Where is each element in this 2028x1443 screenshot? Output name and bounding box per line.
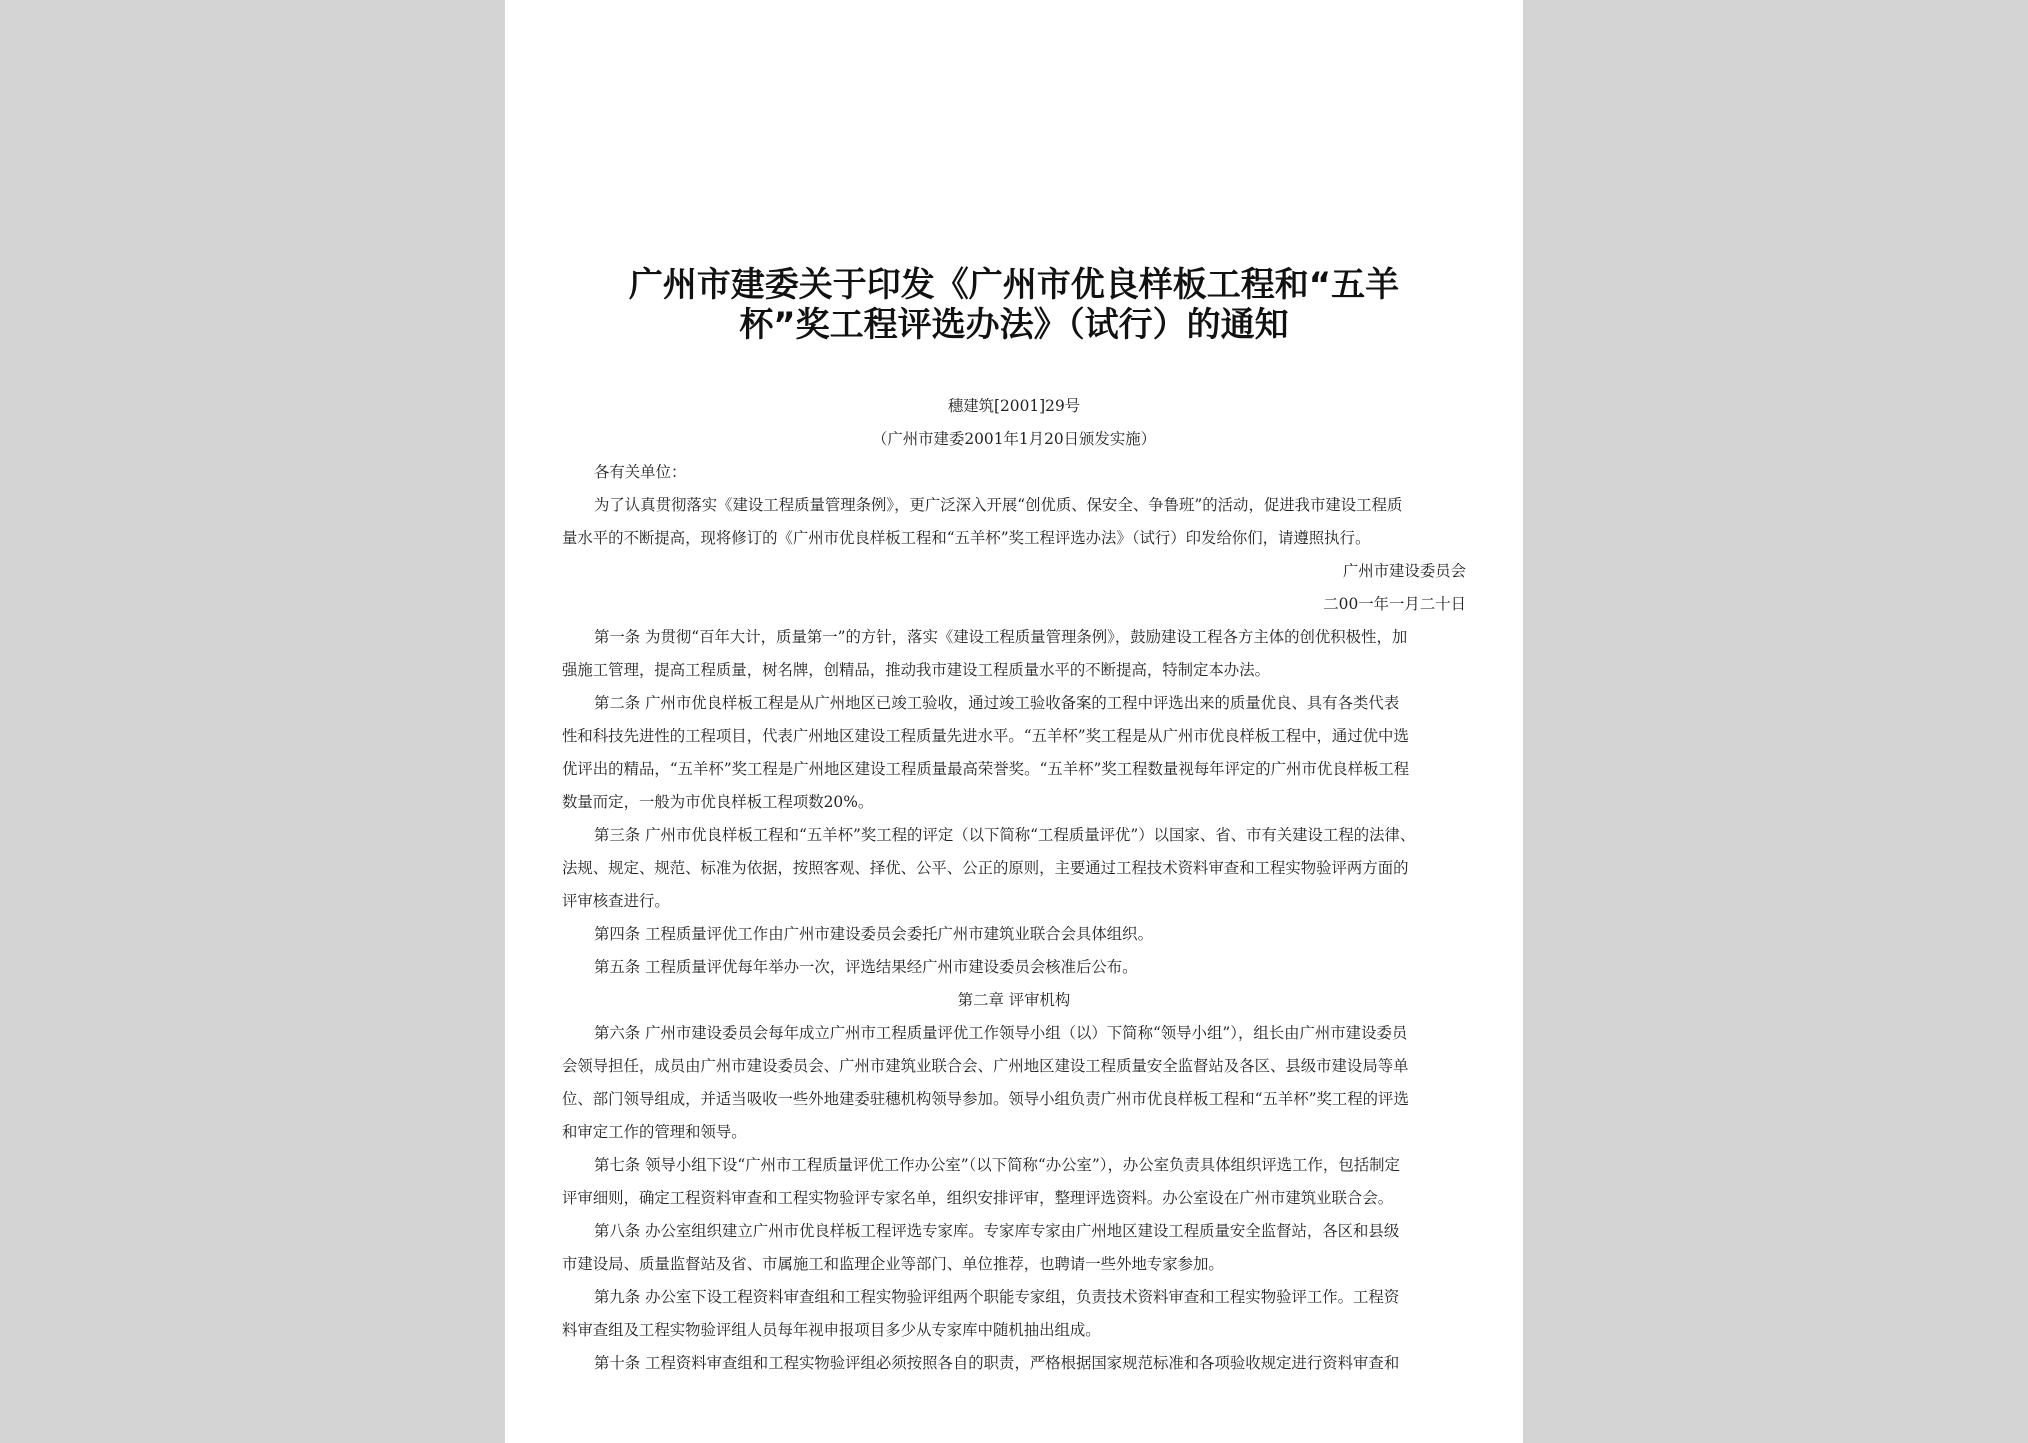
intro-line: 为了认真贯彻落实《建设工程质量管理条例》，更广泛深入开展“创优质、保安全、争鲁班”的活动，促进我市建设工程质 <box>594 496 1403 514</box>
signature-org: 广州市建设委员会 <box>1342 562 1466 580</box>
article-line: 第三条 广州市优良样板工程和“五羊杯”奖工程的评定（以下简称“工程质量评优”）以国家、省、市有关建设工程的法律、 <box>594 826 1416 844</box>
document-title <box>600 265 1428 345</box>
salutation: 各有关单位： <box>594 463 687 481</box>
article-line: 评审细则，确定工程资料审查和工程实物验评专家名单，组织安排评审，整理评选资料。办公室设在广州市建筑业联合会。 <box>562 1189 1394 1207</box>
document-number: 穗建筑[2001]29号 <box>947 397 1081 415</box>
article-line: 第二条 广州市优良样板工程是从广州地区已竣工验收，通过竣工验收备案的工程中评选出来的质量优良、具有各类代表 <box>594 694 1400 712</box>
article-line: 第七条 领导小组下设“广州市工程质量评优工作办公室”（以下简称“办公室”），办公室负责具体组织评选工作，包括制定 <box>594 1156 1400 1174</box>
article-line: 优评出的精品，“五羊杯”奖工程是广州地区建设工程质量最高荣誉奖。“五羊杯”奖工程数量视每年评定的广州市优良样板工程 <box>562 760 1410 778</box>
intro-line: 量水平的不断提高，现将修订的《广州市优良样板工程和“五羊杯”奖工程评选办法》（试行）印发给你们，请遵照执行。 <box>562 529 1371 547</box>
article-line: 和审定工作的管理和领导。 <box>562 1123 747 1141</box>
chapter-heading: 第二章 评审机构 <box>957 991 1071 1009</box>
article-line: 第九条 办公室下设工程资料审查组和工程实物验评组两个职能专家组，负责技术资料审查和工程实物验评工作。工程资 <box>594 1288 1400 1306</box>
issue-note: （广州市建委2001年1月20日颁发实施） <box>871 430 1156 448</box>
document-body <box>562 390 1466 1380</box>
article-line: 第四条 工程质量评优工作由广州市建设委员会委托广州市建筑业联合会具体组织。 <box>594 925 1153 943</box>
article-line: 市建设局、质量监督站及省、市属施工和监理企业等部门、单位推荐，也聘请一些外地专家参加。 <box>562 1255 1224 1273</box>
article-line: 第五条 工程质量评优每年举办一次，评选结果经广州市建设委员会核准后公布。 <box>594 958 1138 976</box>
article-line: 第六条 广州市建设委员会每年成立广州市工程质量评优工作领导小组（以）下简称“领导小组”），组长由广州市建设委员 <box>594 1024 1408 1042</box>
article-line: 性和科技先进性的工程项目，代表广州地区建设工程质量先进水平。“五羊杯”奖工程是从广州市优良样板工程中，通过优中选 <box>562 727 1409 745</box>
article-line: 会领导担任，成员由广州市建设委员会、广州市建筑业联合会、广州地区建设工程质量安全监督站及各区、县级市建设局等单 <box>562 1057 1409 1075</box>
article-line: 料审查组及工程实物验评组人员每年视申报项目多少从专家库中随机抽出组成。 <box>562 1321 1101 1339</box>
signature-date: 二00一年一月二十日 <box>1323 595 1466 613</box>
article-line: 第一条 为贯彻“百年大计，质量第一”的方针，落实《建设工程质量管理条例》，鼓励建设工程各方主体的创优积极性，加 <box>594 628 1408 646</box>
title-line-1: 广州市建委关于印发《广州市优良样板工程和“五羊 <box>628 265 1400 305</box>
title-line-2: 杯”奖工程评选办法》（试行）的通知 <box>739 305 1289 345</box>
article-line: 第十条 工程资料审查组和工程实物验评组必须按照各自的职责，严格根据国家规范标准和各项验收规定进行资料审查和 <box>594 1354 1400 1372</box>
article-line: 评审核查进行。 <box>562 892 670 910</box>
document-page <box>505 0 1523 1443</box>
article-line: 位、部门领导组成，并适当吸收一些外地建委驻穗机构领导参加。领导小组负责广州市优良样板工程和“五羊杯”奖工程的评选 <box>562 1090 1409 1108</box>
article-line: 强施工管理，提高工程质量，树名牌，创精品，推动我市建设工程质量水平的不断提高，特制定本办法。 <box>562 661 1270 679</box>
article-line: 法规、规定、规范、标准为依据，按照客观、择优、公平、公正的原则，主要通过工程技术资料审查和工程实物验评两方面的 <box>562 859 1409 877</box>
article-line: 数量而定，一般为市优良样板工程项数20%。 <box>562 793 874 811</box>
article-line: 第八条 办公室组织建立广州市优良样板工程评选专家库。专家库专家由广州地区建设工程质量安全监督站，各区和县级 <box>594 1222 1400 1240</box>
